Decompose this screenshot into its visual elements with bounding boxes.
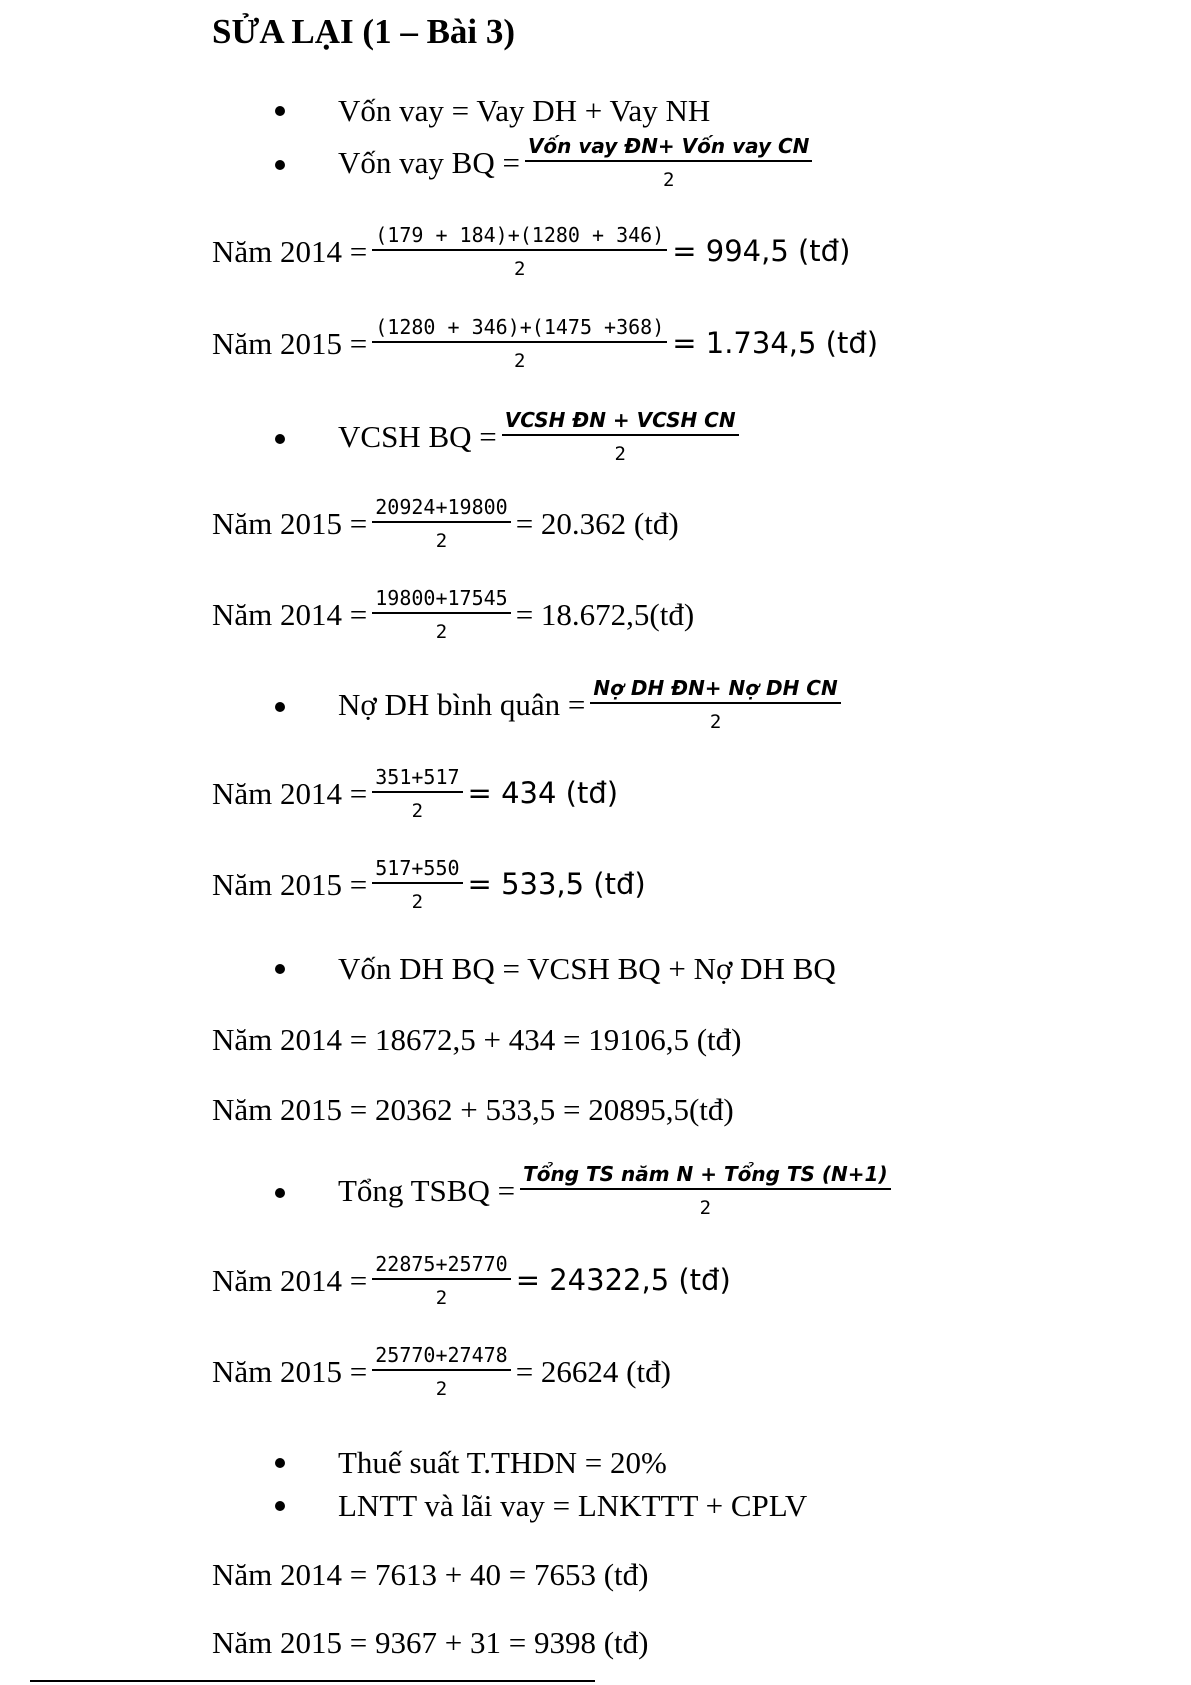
fraction [590, 677, 840, 733]
bullet-vcsh-bq [338, 409, 744, 465]
calc-2014-no-dh [212, 766, 618, 822]
bullet-thue-suat: Thuế suất T.THDN = 20% [338, 1445, 667, 1480]
fraction [372, 587, 510, 643]
fraction-denominator: 2 [699, 1197, 712, 1219]
fraction-numerator: 22875+25770 [372, 1253, 510, 1280]
calc-result: = 20.362 (tđ) [515, 506, 679, 542]
calc-2014-vcsh [212, 587, 694, 643]
fraction-denominator: 2 [435, 1378, 448, 1400]
fraction-numerator: (1280 + 346)+(1475 +368) [372, 316, 667, 343]
calc-2015-von-vay [212, 316, 878, 372]
calc-result: = 18.672,5(tđ) [515, 597, 695, 633]
fraction-denominator: 2 [435, 530, 448, 552]
fraction-numerator: 20924+19800 [372, 496, 510, 523]
fraction [372, 857, 462, 913]
calc-2015-vcsh [212, 496, 679, 552]
footnote-separator [30, 1680, 595, 1682]
bullet-dot [275, 106, 285, 116]
fraction-denominator: 2 [662, 169, 675, 191]
bullet-dot [275, 160, 285, 170]
fraction-numerator: Nợ DH ĐN+ Nợ DH CN [590, 677, 840, 704]
calc-2014-von-dh: Năm 2014 = 18672,5 + 434 = 19106,5 (tđ) [212, 1022, 742, 1057]
fraction-denominator: 2 [435, 621, 448, 643]
fraction-numerator: VCSH ĐN + VCSH CN [502, 409, 739, 436]
calc-2015-tong-ts [212, 1344, 671, 1400]
fraction-denominator: 2 [411, 800, 424, 822]
fraction-numerator: (179 + 184)+(1280 + 346) [372, 224, 667, 251]
formula-label: Tổng TSBQ = [338, 1173, 516, 1209]
bullet-dot [275, 1188, 285, 1198]
calc-2015-no-dh [212, 857, 646, 913]
calc-2015-von-dh: Năm 2015 = 20362 + 533,5 = 20895,5(tđ) [212, 1092, 734, 1127]
calc-lhs: Năm 2014 = [212, 597, 368, 633]
fraction [520, 1163, 890, 1219]
bullet-tong-tsbq [338, 1163, 896, 1219]
calc-2014-lntt: Năm 2014 = 7613 + 40 = 7653 (tđ) [212, 1557, 649, 1592]
fraction [372, 1344, 510, 1400]
fraction-denominator: 2 [411, 891, 424, 913]
calc-lhs: Năm 2014 = [212, 776, 368, 812]
fraction [372, 316, 667, 372]
bullet-von-vay-bq [338, 135, 817, 191]
page-title: SỬA LẠI (1 – Bài 3) [212, 12, 516, 51]
fraction-numerator: 19800+17545 [372, 587, 510, 614]
fraction-denominator: 2 [514, 350, 526, 372]
fraction-denominator: 2 [514, 258, 526, 280]
calc-lhs: Năm 2014 = [212, 234, 368, 270]
fraction [525, 135, 812, 191]
bullet-von-dh-bq: Vốn DH BQ = VCSH BQ + Nợ DH BQ [338, 951, 836, 986]
fraction-denominator: 2 [435, 1287, 448, 1309]
calc-2014-von-vay [212, 224, 850, 280]
bullet-dot [275, 434, 285, 444]
fraction [372, 224, 667, 280]
fraction-numerator: Vốn vay ĐN+ Vốn vay CN [525, 135, 812, 162]
calc-result: = 434 (tđ) [467, 776, 619, 811]
bullet-lntt: LNTT và lãi vay = LNKTTT + CPLV [338, 1488, 808, 1523]
bullet-von-vay: Vốn vay = Vay DH + Vay NH [338, 93, 711, 128]
bullet-dot [275, 702, 285, 712]
bullet-no-dh-bq [338, 677, 846, 733]
calc-2015-lntt: Năm 2015 = 9367 + 31 = 9398 (tđ) [212, 1625, 649, 1660]
calc-2014-tong-ts [212, 1253, 731, 1309]
calc-result: = 533,5 (tđ) [467, 867, 646, 902]
calc-lhs: Năm 2015 = [212, 506, 368, 542]
formula-label: Nợ DH bình quân = [338, 687, 586, 723]
fraction [372, 766, 462, 822]
fraction [372, 1253, 510, 1309]
fraction-numerator: Tổng TS năm N + Tổng TS (N+1) [520, 1163, 890, 1190]
bullet-dot [275, 1458, 285, 1468]
calc-lhs: Năm 2015 = [212, 326, 368, 362]
formula-label: VCSH BQ = [338, 419, 497, 455]
fraction-denominator: 2 [709, 711, 722, 733]
fraction [502, 409, 739, 465]
calc-result: = 994,5 (tđ) [672, 234, 851, 269]
formula-label: Vốn vay BQ = [338, 145, 520, 181]
fraction [372, 496, 510, 552]
calc-result: = 1.734,5 (tđ) [672, 326, 879, 361]
calc-lhs: Năm 2014 = [212, 1263, 368, 1299]
fraction-numerator: 351+517 [372, 766, 462, 793]
fraction-numerator: 25770+27478 [372, 1344, 510, 1371]
fraction-numerator: 517+550 [372, 857, 462, 884]
calc-lhs: Năm 2015 = [212, 1354, 368, 1390]
calc-lhs: Năm 2015 = [212, 867, 368, 903]
fraction-denominator: 2 [614, 443, 626, 465]
calc-result: = 24322,5 (tđ) [515, 1263, 731, 1298]
bullet-dot [275, 964, 285, 974]
bullet-dot [275, 1501, 285, 1511]
calc-result: = 26624 (tđ) [515, 1354, 671, 1390]
